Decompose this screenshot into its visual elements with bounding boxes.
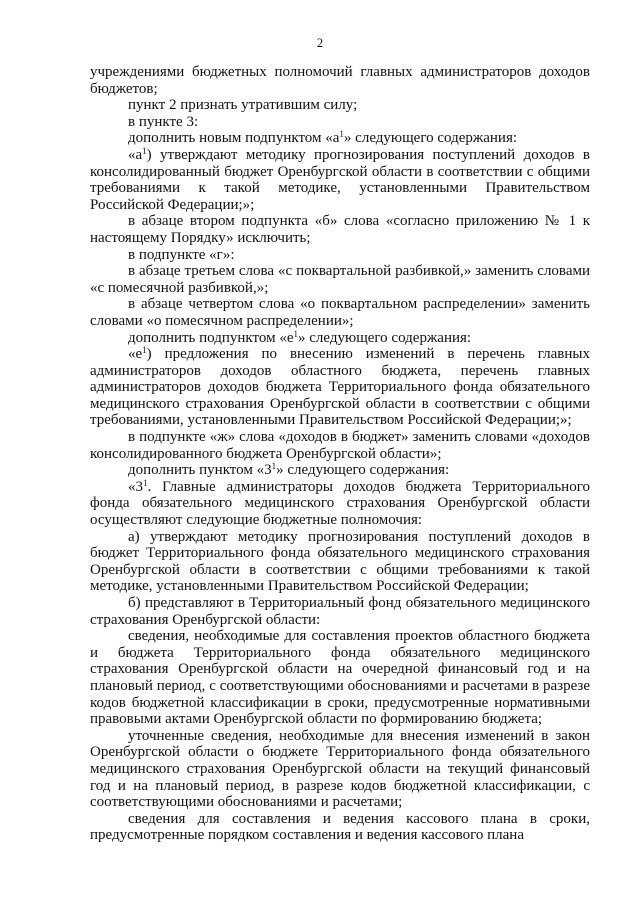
paragraph-p1 (90, 64, 590, 97)
paragraph-p5 (90, 147, 590, 213)
paragraph-p9 (90, 296, 590, 329)
superscript: 1 (271, 461, 277, 472)
text-run: . Главные администраторы доходов бюджета Территориального фонда обязательного медицинского страхования Оренбургской области осуществляют следующие бюджетные полномочия: (90, 478, 590, 529)
superscript: 1 (142, 145, 147, 156)
text-run: уточненные сведения, необходимые для внесения изменений в закон Оренбургской области о бюджете Территориального фонда обязательного медицинского страхования Оренбургской области на текущий финансовый год и на плановый период, в разрезе кодов бюджетной классификации, с соответствующими обоснованиями и расчетами; (90, 727, 590, 811)
paragraph-p3 (90, 114, 590, 131)
text-run: » следующего содержания: (276, 462, 450, 479)
superscript: 1 (142, 345, 147, 356)
text-run: сведения для составления и ведения кассового плана в сроки, предусмотренные порядком составления и ведения кассового плана (90, 810, 590, 844)
paragraph-p18 (90, 728, 590, 811)
paragraph-p6 (90, 213, 590, 246)
text-run: в подпункте «ж» слова «доходов в бюджет» заменить словами «доходов консолидированного бюджета Оренбургской области»; (90, 429, 590, 462)
paragraph-p16 (90, 595, 590, 628)
paragraph-p13 (90, 462, 590, 479)
paragraph-p4 (90, 130, 590, 147)
text-run: учреждениями бюджетных полномочий главных администраторов доходов бюджетов; (90, 64, 590, 97)
text-run: в пункте 3: (128, 113, 199, 130)
paragraph-p12 (90, 429, 590, 462)
text-run: дополнить подпунктом «е (128, 329, 294, 346)
page-number: 2 (316, 36, 324, 50)
text-run: «е (128, 346, 143, 363)
paragraph-p7 (90, 247, 590, 264)
text-run: ) предложения по внесению изменений в перечень главных администраторов доходов областного бюджета, перечень главных администраторов доходов бюджета Территориального фонда обязательного медицинского страхования Оренбургской области в соответствии с общими требованиями, установленными Правительством Российской Федерации;»; (90, 346, 590, 429)
superscript: 1 (143, 477, 148, 488)
paragraph-p19 (90, 811, 590, 844)
text-run: пункт 2 признать утратившим силу; (128, 97, 358, 114)
text-run: а) утверждают методику прогнозирования поступлений доходов в бюджет Территориального фонда обязательного медицинского страхования Оренбургской области в соответствии с общими требованиями к такой методике, установленными Правительством Российской Федерации; (90, 528, 590, 595)
text-run: «а (128, 146, 143, 163)
text-run: в абзаце четвертом слова «о поквартальном распределении» заменить словами «о помесячном распределении»; (90, 296, 590, 329)
paragraph-p15 (90, 529, 590, 595)
paragraph-p14 (90, 479, 590, 529)
text-run: «3 (128, 478, 143, 495)
paragraph-p8 (90, 263, 590, 296)
text-run: дополнить новым подпунктом «а (128, 130, 340, 147)
text-run: » следующего содержания: (343, 130, 518, 147)
text-run: в абзаце втором подпункта «б» слова «согласно приложению № 1 к настоящему Порядку» исключить; (90, 213, 590, 246)
paragraph-p11 (90, 346, 590, 429)
text-run: дополнить пунктом «3 (128, 462, 272, 479)
paragraph-p2 (90, 97, 590, 114)
text-run: в подпункте «г»: (128, 246, 235, 263)
text-run: б) представляют в Территориальный фонд обязательного медицинского страхования Оренбургской области: (90, 595, 590, 628)
paragraph-p10 (90, 330, 590, 347)
text-run: » следующего содержания: (298, 329, 472, 346)
paragraph-p17 (90, 628, 590, 728)
text-run: ) утверждают методику прогнозирования поступлений доходов в консолидированный бюджет Оренбургской области в соответствии с общими требованиями к такой методике, установленными Правительством Российской Федерации;»; (90, 146, 590, 213)
document-body (90, 64, 590, 844)
superscript: 1 (339, 129, 344, 140)
text-run: сведения, необходимые для составления проектов областного бюджета и бюджета Территориального фонда обязательного медицинского страхования Оренбургской области на очередной финансовый год и на плановый период, с соответствующими обоснованиями и расчетами в разрезе кодов бюджетной классификации в сроки, предусмотренные нормативными правовыми актами Оренбургской области по формированию бюджета; (90, 628, 590, 728)
text-run: в абзаце третьем слова «с поквартальной разбивкой,» заменить словами «с помесячной разбивкой,»; (90, 263, 590, 296)
superscript: 1 (293, 328, 298, 339)
